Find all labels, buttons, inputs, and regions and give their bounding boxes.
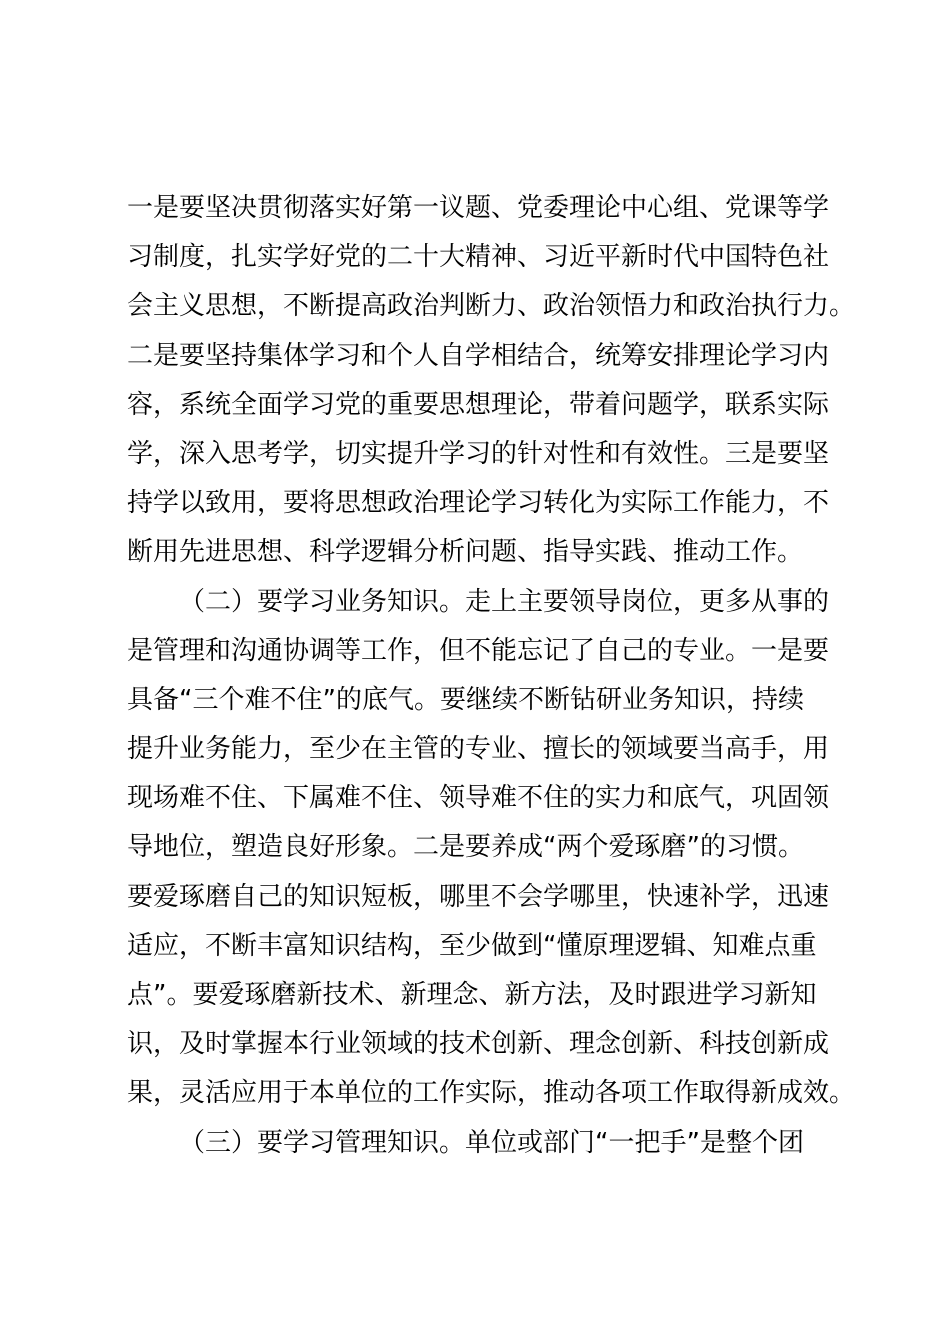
section-heading-line: （三）要学习管理知识。单位或部门“一把手”是整个团	[179, 1127, 804, 1158]
section-heading-line: （二）要学习业务知识。走上主要领导岗位，更多从事的	[179, 586, 830, 617]
text-line: 是管理和沟通协调等工作，但不能忘记了自己的专业。一是要	[127, 635, 830, 666]
text-line: 会主义思想，不断提高政治判断力、政治领悟力和政治执行力。	[127, 291, 856, 322]
text-line: 具备“三个难不住”的底气。要继续不断钻研业务知识，持续	[127, 684, 804, 715]
text-line: 习制度，扎实学好党的二十大精神、习近平新时代中国特色社	[127, 242, 830, 273]
text-line: 果，灵活应用于本单位的工作实际，推动各项工作取得新成效。	[127, 1078, 856, 1109]
text-line: 点”。要爱琢磨新技术、新理念、新方法，及时跟进学习新知	[127, 980, 817, 1010]
text-line: 提升业务能力，至少在主管的专业、擅长的领域要当高手，用	[127, 734, 830, 765]
text-line: 现场难不住、下属难不住、领导难不住的实力和底气，巩固领	[127, 783, 830, 814]
text-line: 适应，不断丰富知识结构，至少做到“懂原理逻辑、知难点重	[127, 930, 817, 961]
text-line: 要爱琢磨自己的知识短板，哪里不会学哪里，快速补学，迅速	[127, 881, 830, 912]
text-line: 一是要坚决贯彻落实好第一议题、党委理论中心组、党课等学	[127, 193, 830, 223]
text-line: 持学以致用，要将思想政治理论学习转化为实际工作能力，不	[127, 488, 830, 519]
text-line: 识，及时掌握本行业领域的技术创新、理念创新、科技创新成	[127, 1029, 830, 1060]
text-line: 学，深入思考学，切实提升学习的针对性和有效性。三是要坚	[127, 438, 830, 469]
text-line: 导地位，塑造良好形象。二是要养成“两个爱琢磨”的习惯。	[127, 832, 804, 863]
text-line: 断用先进思想、科学逻辑分析问题、指导实践、推动工作。	[127, 537, 804, 568]
text-line: 二是要坚持集体学习和个人自学相结合，统筹安排理论学习内	[127, 340, 830, 371]
text-line: 容，系统全面学习党的重要思想理论，带着问题学，联系实际	[127, 389, 830, 420]
body-text	[127, 184, 856, 1168]
